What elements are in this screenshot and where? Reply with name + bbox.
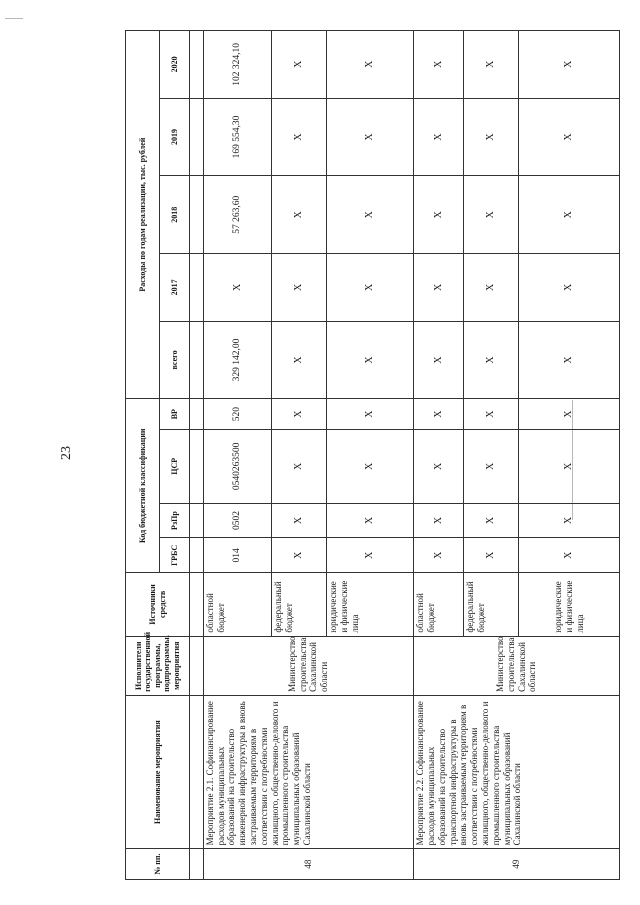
- header-2019: 2019: [160, 98, 190, 176]
- rzpr: X: [327, 503, 414, 538]
- header-row-num: № пп.: [126, 849, 190, 880]
- y2020: X: [272, 31, 327, 99]
- y2017: X: [464, 254, 519, 322]
- grbs: 014: [203, 538, 272, 573]
- table-row: [414, 31, 464, 880]
- total: X: [464, 321, 519, 399]
- y2017: X: [203, 254, 272, 322]
- source: юридические и физические лица: [327, 573, 414, 636]
- header-rzpr: РзПр: [160, 503, 190, 538]
- y2018: X: [519, 176, 620, 254]
- vr: X: [327, 399, 414, 430]
- source: юридические и физические лица: [519, 573, 620, 636]
- vr: X: [414, 399, 464, 430]
- source: федеральный бюджет: [272, 573, 327, 636]
- rzpr: X: [464, 503, 519, 538]
- header-expenses-group: Расходы по годам реализации, тыс. рублей: [126, 31, 160, 399]
- y2018: 57 263,60: [203, 176, 272, 254]
- grbs: X: [464, 538, 519, 573]
- source: областной бюджет: [414, 573, 464, 636]
- vr: X: [272, 399, 327, 430]
- column-number-row: [190, 31, 204, 880]
- y2017: X: [519, 254, 620, 322]
- y2020: X: [327, 31, 414, 99]
- vr: 520: [203, 399, 272, 430]
- rzpr: 0502: [203, 503, 272, 538]
- executor: Министерство строительства Сахалинской области: [414, 636, 620, 695]
- y2018: X: [414, 176, 464, 254]
- y2020: X: [464, 31, 519, 99]
- rzpr: X: [272, 503, 327, 538]
- y2019: X: [519, 98, 620, 176]
- row-number: 48: [203, 849, 413, 880]
- csr: X: [519, 430, 620, 504]
- source: федеральный бюджет: [464, 573, 519, 636]
- measure-name: Мероприятие 2.1. Софинансирование расходов муниципальных образований на строительство инженерной инфраструктуры в вновь застраиваемым территориям в соответствии с потребностями жилищного, общественно-делового и промышленного строительства муниципальных образований Сахалинской области: [203, 695, 413, 848]
- total: X: [272, 321, 327, 399]
- vr: X: [464, 399, 519, 430]
- header-grbs: ГРБС: [160, 538, 190, 573]
- table-row: [203, 31, 272, 880]
- y2018: X: [464, 176, 519, 254]
- header-2020: 2020: [160, 31, 190, 99]
- header-executor: Исполнители государственной программы, подпрограммы, мероприятия: [126, 636, 190, 695]
- csr: X: [272, 430, 327, 504]
- source: областной бюджет: [203, 573, 272, 636]
- y2020: X: [414, 31, 464, 99]
- page-number: 23: [59, 446, 74, 460]
- vr: X: [519, 399, 620, 430]
- total: X: [414, 321, 464, 399]
- budget-table: [125, 30, 620, 880]
- total: 329 142,00: [203, 321, 272, 399]
- y2019: 169 554,30: [203, 98, 272, 176]
- header-code-group: Код бюджетной классификации: [126, 399, 160, 573]
- grbs: X: [272, 538, 327, 573]
- total: X: [327, 321, 414, 399]
- header-2017: 2017: [160, 254, 190, 322]
- header-2018: 2018: [160, 176, 190, 254]
- grbs: X: [414, 538, 464, 573]
- csr: X: [414, 430, 464, 504]
- y2019: X: [327, 98, 414, 176]
- y2018: X: [272, 176, 327, 254]
- row-number: 49: [414, 849, 620, 880]
- y2019: X: [464, 98, 519, 176]
- y2019: X: [414, 98, 464, 176]
- scan-mark: [5, 18, 23, 19]
- rzpr: X: [519, 503, 620, 538]
- measure-name: Мероприятие 2.2. Софинансирование расходов муниципальных образований на строительство транспортной инфраструктуры в вновь застраиваемым территориям в соответствии с потребностями жилищного, общественно-делового и промышленного строительства муниципальных образований Сахалинской области: [414, 695, 620, 848]
- header-name: Наименование мероприятия: [126, 695, 190, 848]
- y2017: X: [272, 254, 327, 322]
- y2019: X: [272, 98, 327, 176]
- y2020: X: [519, 31, 620, 99]
- rzpr: X: [414, 503, 464, 538]
- y2017: X: [327, 254, 414, 322]
- csr: X: [327, 430, 414, 504]
- header-csr: ЦСР: [160, 430, 190, 504]
- header-vr: ВР: [160, 399, 190, 430]
- grbs: X: [519, 538, 620, 573]
- executor: Министерство строительства Сахалинской области: [203, 636, 413, 695]
- total: X: [519, 321, 620, 399]
- csr: 0540263500: [203, 430, 272, 504]
- y2017: X: [414, 254, 464, 322]
- grbs: X: [327, 538, 414, 573]
- y2018: X: [327, 176, 414, 254]
- y2020: 102 324,10: [203, 31, 272, 99]
- rotated-table-wrapper: [125, 30, 620, 880]
- header-total: всего: [160, 321, 190, 399]
- header-source: Источники средств: [126, 573, 190, 636]
- csr: X: [464, 430, 519, 504]
